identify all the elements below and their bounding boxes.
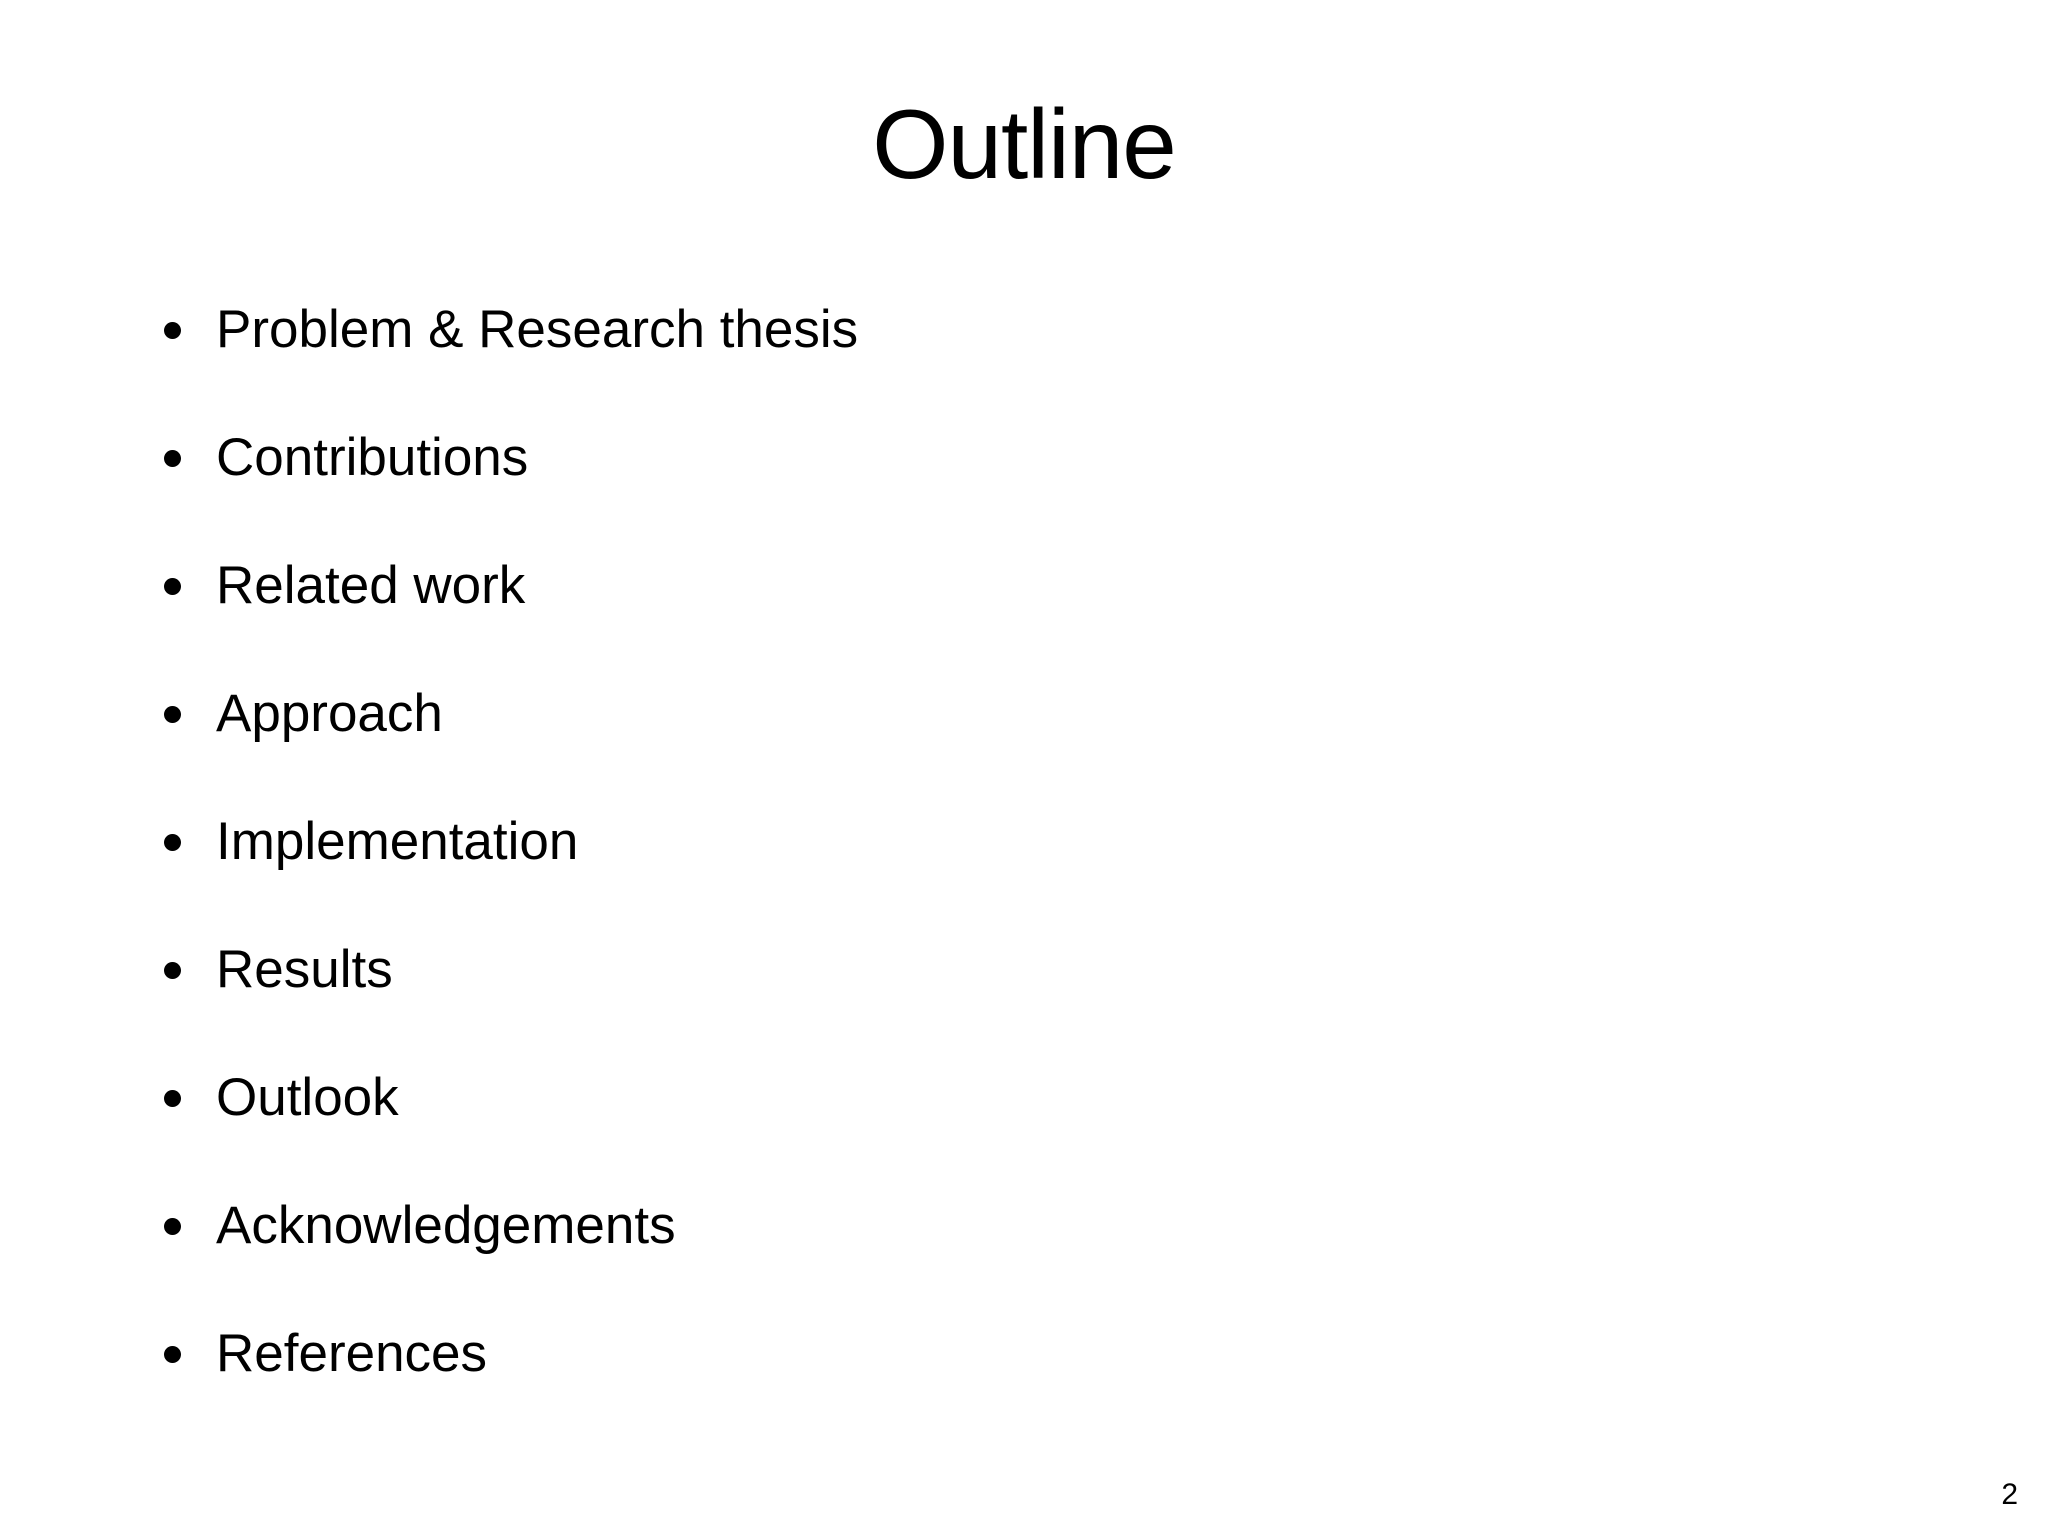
outline-item [0, 1299, 1600, 1427]
outline-item-label: Outlook [216, 1068, 399, 1127]
outline-item [0, 1043, 1600, 1171]
outline-item [0, 659, 1600, 787]
bullet-icon [164, 1218, 181, 1235]
outline-item-label: Acknowledgements [216, 1196, 676, 1255]
outline-item-label: Related work [216, 556, 526, 615]
outline-item [0, 1171, 1600, 1299]
page-number: 2 [2001, 1478, 2018, 1511]
outline-item [0, 403, 1600, 531]
outline-item [0, 787, 1600, 915]
bullet-icon [164, 706, 181, 723]
bullet-icon [164, 578, 181, 595]
bullet-icon [164, 450, 181, 467]
bullet-icon [164, 322, 181, 339]
outline-item-label: References [216, 1324, 488, 1383]
outline-item-label: Approach [216, 684, 443, 743]
outline-item-label: Problem & Research thesis [216, 300, 859, 359]
outline-item [0, 531, 1600, 659]
bullet-icon [164, 962, 181, 979]
outline-item-label: Contributions [216, 428, 529, 487]
bullet-icon [164, 1090, 181, 1107]
slide-title: Outline [872, 89, 1176, 199]
bullet-icon [164, 834, 181, 851]
outline-list [0, 275, 1600, 1427]
bullet-icon [164, 1346, 181, 1363]
outline-item [0, 275, 1600, 403]
outline-item [0, 915, 1600, 1043]
outline-item-label: Implementation [216, 812, 579, 871]
outline-item-label: Results [216, 940, 393, 999]
